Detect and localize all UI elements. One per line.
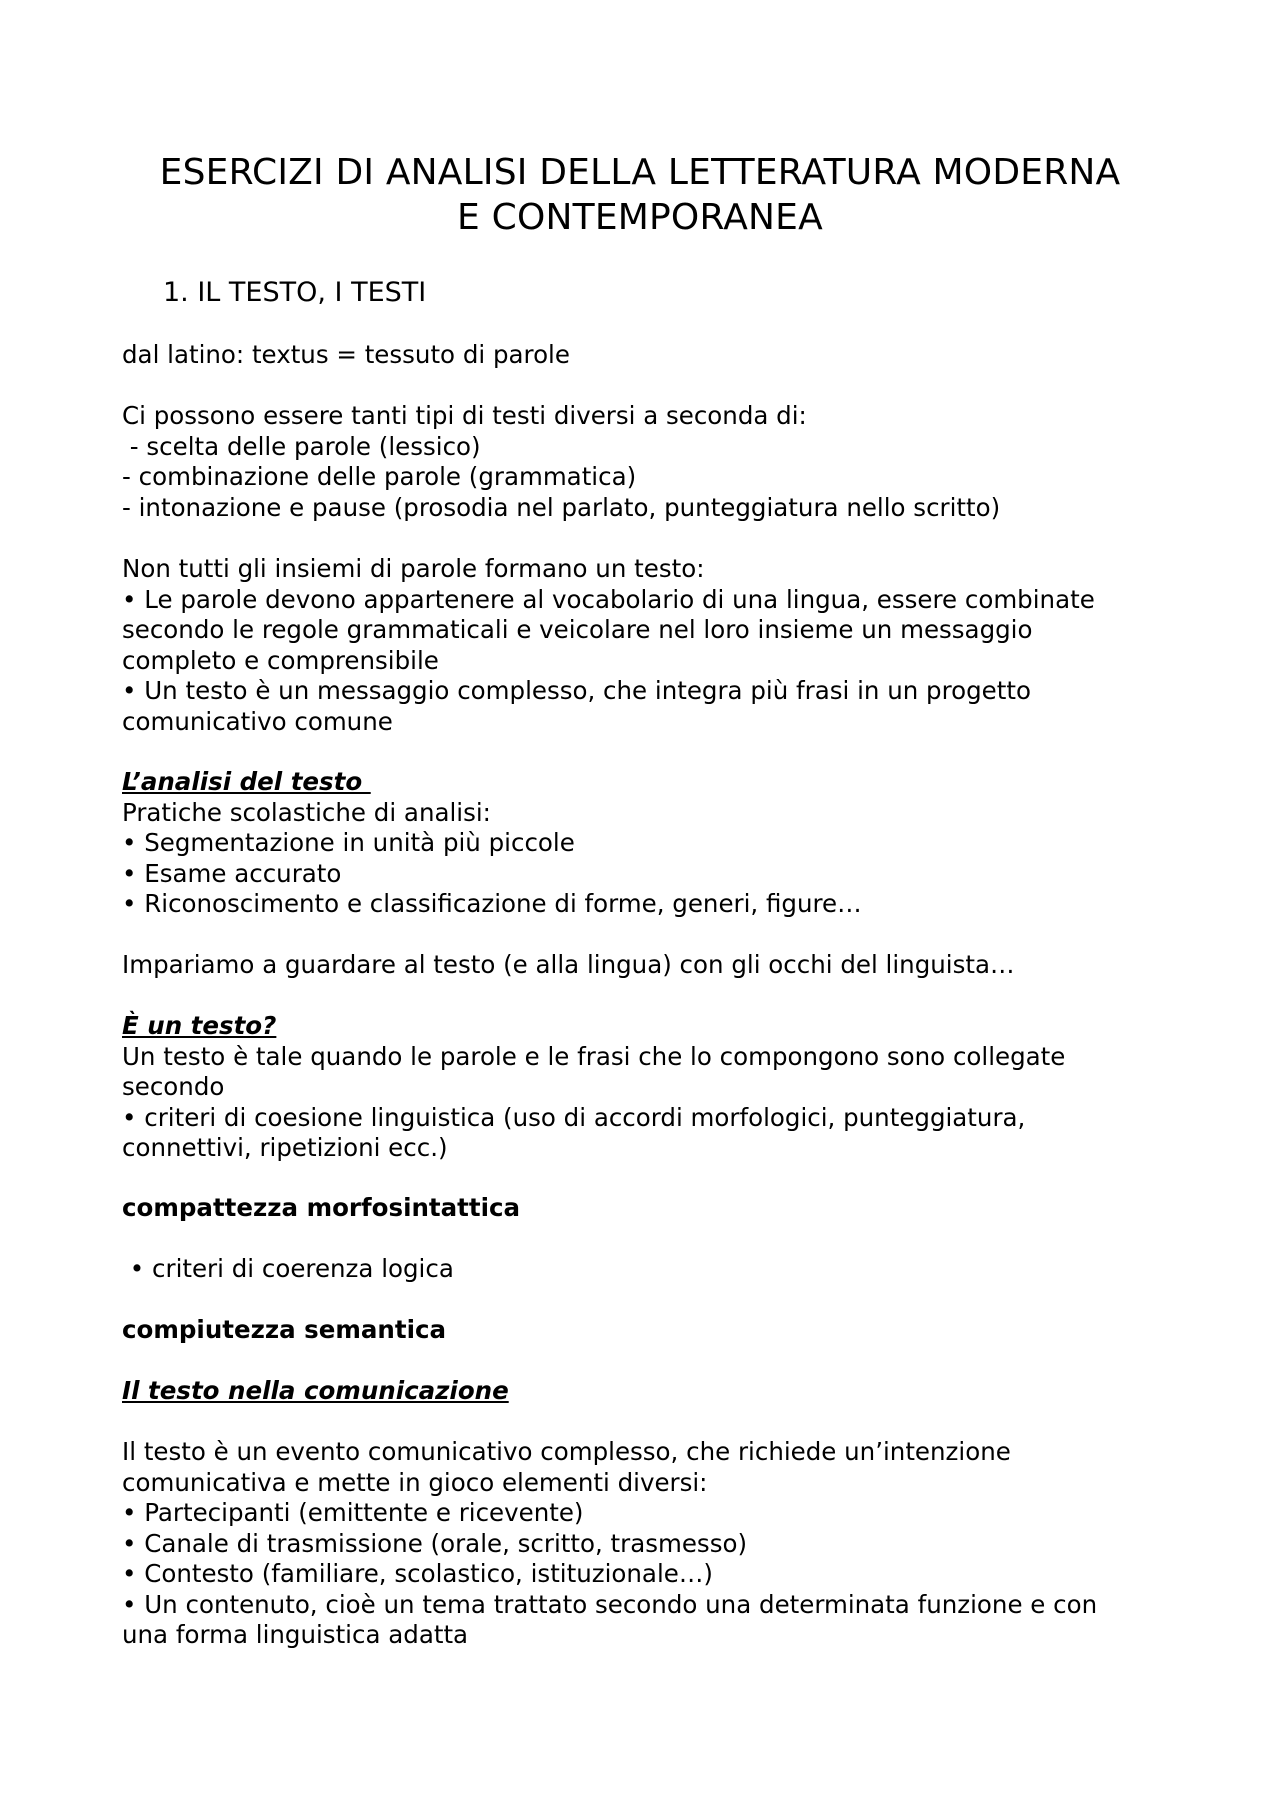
paragraph-line: una forma linguistica adatta [122,1620,469,1649]
term-compiutezza [122,1315,1182,1346]
paragraph-line: • criteri di coesione linguistica (uso di accordi morfologici, punteggiatura, [122,1102,1026,1132]
communication-paragraph [122,1437,1182,1651]
analysis-heading: L’analisi del testo [122,767,371,796]
list-item: - scelta delle parole (lessico) [122,431,481,461]
is-text-heading: È un testo? [122,1011,277,1040]
paragraph-line: Il testo è un evento comunicativo complesso, che richiede un’intenzione [122,1437,1011,1466]
not-all-intro: Non tutti gli insiemi di parole formano un testo: [122,554,705,583]
list-item: • Partecipanti (emittente e ricevente) [122,1498,584,1527]
paragraph-line: secondo le regole grammaticali e veicolare nel loro insieme un messaggio [122,615,1033,644]
title-line-2: E CONTEMPORANEA [457,197,823,238]
list-item: • Riconoscimento e classificazione di forme, generi, figure… [122,889,862,918]
paragraph-line: secondo [122,1072,225,1101]
section-heading: 1. IL TESTO, I TESTI [163,277,427,308]
term-compattezza [122,1193,1182,1224]
etymology-paragraph [122,340,1182,371]
paragraph-line: completo e comprensibile [122,645,439,675]
not-all-paragraph [122,554,1182,737]
communication-heading-block [122,1376,1182,1407]
paragraph-line: connettivi, ripetizioni ecc.) [122,1133,448,1162]
paragraph-line: comunicativo comune [122,706,393,736]
analysis-section [122,767,1182,920]
communication-heading: Il testo nella comunicazione [122,1376,509,1405]
text-types-intro: Ci possono essere tanti tipi di testi diversi a seconda di: [122,401,807,430]
term-compiutezza-line: compiutezza semantica [122,1315,447,1344]
paragraph-line: comunicativa e mette in gioco elementi diversi: [122,1467,708,1497]
text-types-paragraph [122,401,1182,523]
list-item: • Esame accurato [122,858,342,888]
title-line-1: ESERCIZI DI ANALISI DELLA LETTERATURA MODERNA [159,152,1121,193]
is-text-section [122,1011,1182,1164]
term-compattezza-line: compattezza morfosintattica [122,1193,521,1222]
list-item: • Contesto (familiare, scolastico, istituzionale…) [122,1559,713,1588]
analysis-note-line: Impariamo a guardare al testo (e alla lingua) con gli occhi del linguista… [122,950,1015,979]
analysis-intro: Pratiche scolastiche di analisi: [122,797,491,827]
analysis-note [122,950,1182,981]
list-item: - intonazione e pause (prosodia nel parlato, punteggiatura nello scritto) [122,492,1001,522]
paragraph-line: • Un testo è un messaggio complesso, che integra più frasi in un progetto [122,676,1031,705]
paragraph-line: Un testo è tale quando le parole e le frasi che lo compongono sono collegate [122,1041,1066,1071]
criterion-coerenza-line: • criteri di coerenza logica [122,1254,454,1283]
criterion-coerenza [122,1254,1182,1285]
document-title [100,150,1180,240]
list-item: • Segmentazione in unità più piccole [122,828,575,857]
etymology-line: dal latino: textus = tessuto di parole [122,340,570,369]
list-item: • Canale di trasmissione (orale, scritto, trasmesso) [122,1528,748,1558]
paragraph-line: • Le parole devono appartenere al vocabolario di una lingua, essere combinate [122,584,1095,614]
list-item: • Un contenuto, cioè un tema trattato secondo una determinata funzione e con [122,1589,1098,1619]
list-item: - combinazione delle parole (grammatica) [122,462,637,491]
